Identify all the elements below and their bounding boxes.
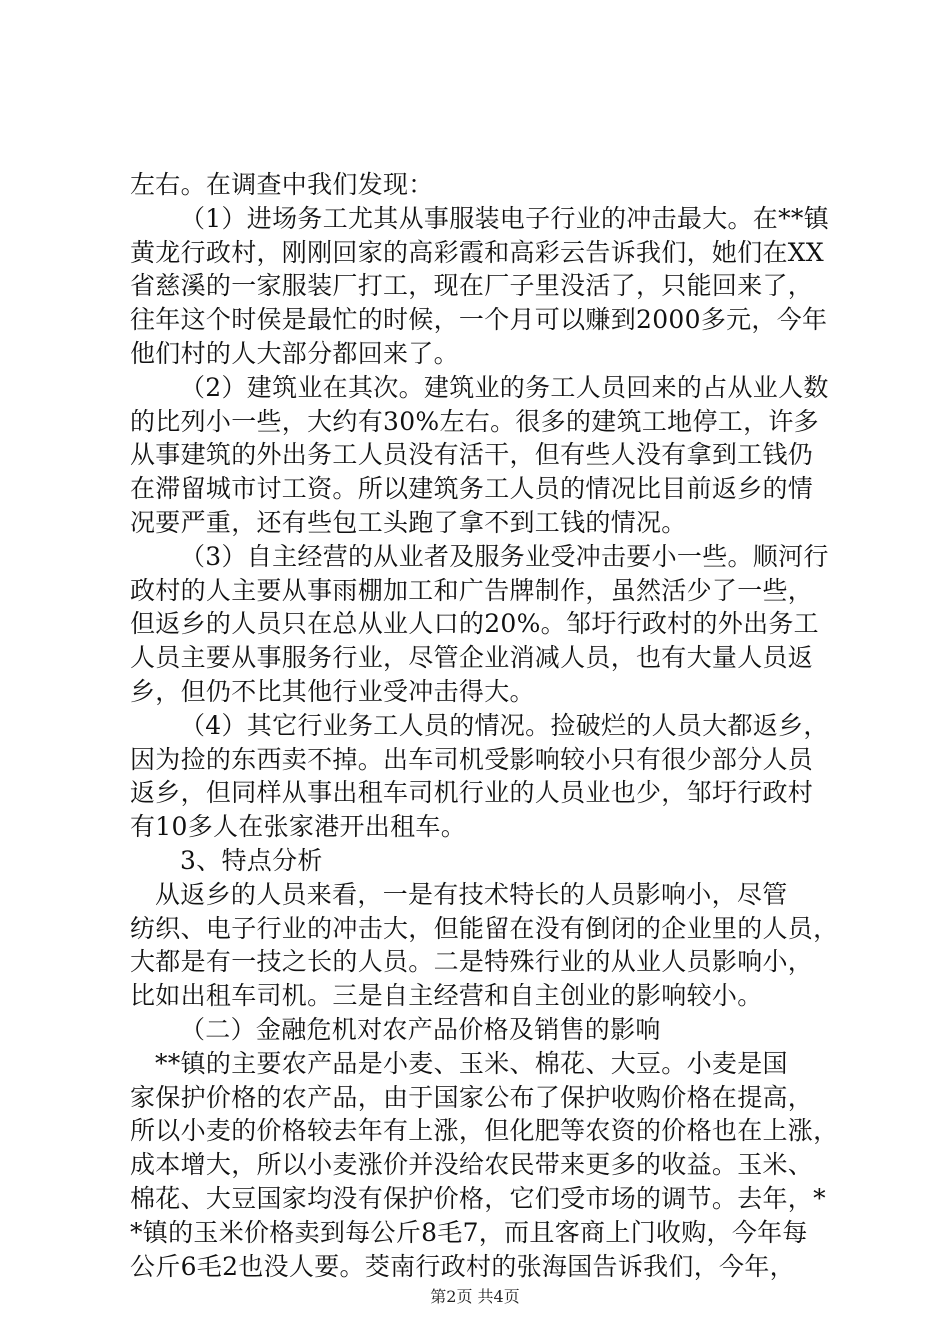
text-line: （1）进场务工尤其从事服装电子行业的冲击最大。在**镇 — [180, 203, 830, 233]
text-line: 公斤6毛2也没人要。茭南行政村的张海国告诉我们，今年， — [130, 1251, 795, 1281]
text-line: 棉花、大豆国家均没有保护价格，它们受市场的调节。去年，* — [130, 1183, 826, 1213]
text-line: 他们村的人大部分都回来了。 — [130, 338, 459, 368]
text-line: 乡，但仍不比其他行业受冲击得大。 — [130, 676, 535, 706]
document-body — [130, 168, 839, 1283]
text-line: （二）金融危机对农产品价格及销售的影响 — [180, 1014, 661, 1044]
text-line: **镇的主要农产品是小麦、玉米、棉花、大豆。小麦是国 — [155, 1048, 788, 1078]
text-line: 因为捡的东西卖不掉。出车司机受影响较小只有很少部分人员 — [130, 744, 814, 774]
text-line: （3）自主经营的从业者及服务业受冲击要小一些。顺河行 — [180, 541, 829, 571]
text-line: 从返乡的人员来看，一是有技术特长的人员影响小，尽管 — [155, 879, 788, 909]
text-line: 成本增大，所以小麦涨价并没给农民带来更多的收益。玉米、 — [130, 1150, 814, 1180]
text-line: 政村的人主要从事雨棚加工和广告牌制作，虽然活少了一些， — [130, 575, 814, 605]
page-footer: 第2页 共4页 — [430, 1287, 520, 1306]
text-line: *镇的玉米价格卖到每公斤8毛7，而且客商上门收购，今年每 — [130, 1217, 808, 1247]
text-line: 省慈溪的一家服装厂打工，现在厂子里没活了，只能回来了， — [130, 271, 814, 301]
text-line: （2）建筑业在其次。建筑业的务工人员回来的占从业人数 — [180, 372, 829, 402]
text-line: 往年这个时侯是最忙的时候，一个月可以赚到2000多元，今年 — [130, 305, 828, 335]
text-line: 所以小麦的价格较去年有上涨，但化肥等农资的价格也在上涨， — [130, 1116, 839, 1146]
text-line: 比如出租车司机。三是自主经营和自主创业的影响较小。 — [130, 981, 763, 1011]
text-line: （4）其它行业务工人员的情况。捡破烂的人员大都返乡， — [180, 710, 829, 740]
text-line: 从事建筑的外出务工人员没有活干，但有些人没有拿到工钱仍 — [130, 440, 814, 470]
text-line: 左右。在调查中我们发现： — [130, 170, 434, 199]
text-line: 但返乡的人员只在总从业人口的20%。邹圩行政村的外出务工 — [130, 609, 819, 639]
text-line: 纺织、电子行业的冲击大，但能留在没有倒闭的企业里的人员， — [130, 913, 839, 943]
text-line: 的比列小一些，大约有30%左右。很多的建筑工地停工，许多 — [130, 406, 819, 436]
text-line: 况要严重，还有些包工头跑了拿不到工钱的情况。 — [130, 507, 687, 537]
text-line: 黄龙行政村，刚刚回家的高彩霞和高彩云告诉我们，她们在XX — [130, 237, 824, 267]
text-line: 人员主要从事服务行业，尽管企业消减人员，也有大量人员返 — [130, 643, 814, 673]
text-line: 返乡，但同样从事出租车司机行业的人员业也少，邹圩行政村 — [130, 778, 814, 808]
text-line: 3、特点分析 — [180, 845, 323, 875]
text-line: 家保护价格的农产品，由于国家公布了保护收购价格在提高， — [130, 1082, 814, 1112]
text-line: 有10多人在张家港开出租车。 — [130, 812, 467, 842]
text-line: 大都是有一技之长的人员。二是特殊行业的从业人员影响小， — [130, 947, 814, 977]
text-line: 在滞留城市讨工资。所以建筑务工人员的情况比目前返乡的情 — [130, 474, 814, 504]
